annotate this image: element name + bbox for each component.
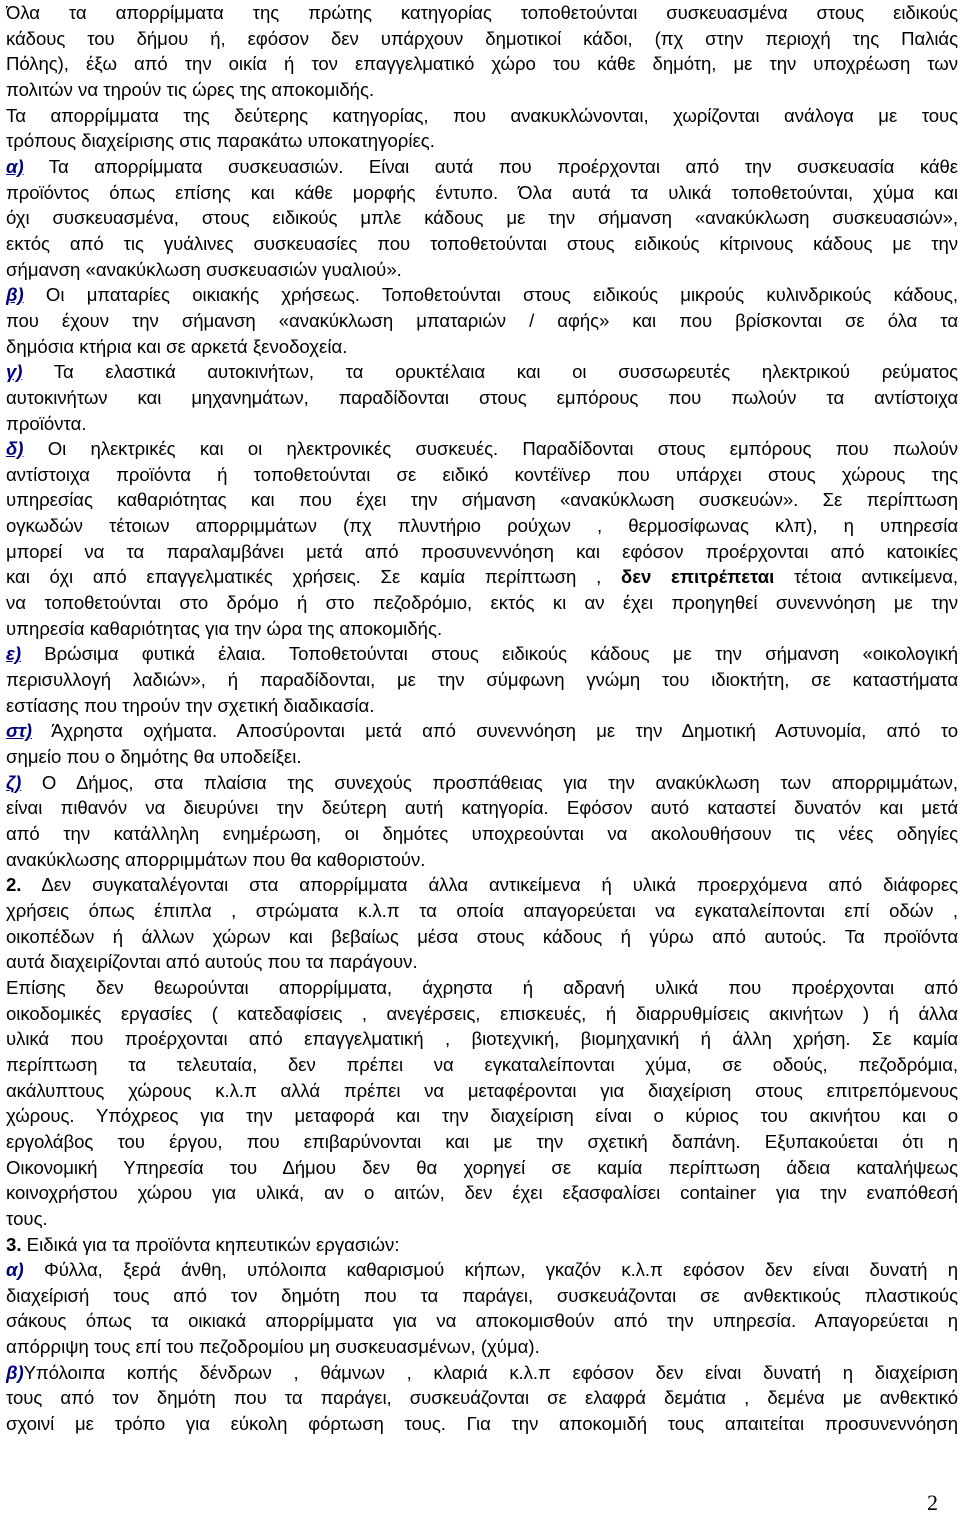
text-line	[6, 26, 958, 52]
text-line	[6, 847, 958, 873]
text-line	[6, 487, 958, 513]
text-line	[6, 821, 958, 847]
text-line	[6, 1180, 958, 1206]
text-line	[6, 103, 958, 129]
text-line	[6, 1103, 958, 1129]
line-text: σήμανση «ανακύκλωση συσκευασιών γυαλιού».	[6, 258, 402, 280]
text-line	[6, 1257, 958, 1283]
line-text: κοινοχρήστου χώρου για υλικά, αν ο αιτών, δεν έχει εξασφαλίσει container για την εναπόθεσή	[6, 1182, 958, 1204]
line-text: οικοπέδων ή άλλων χώρων και βεβαίως μέσα στους κάδους ή γύρω από αυτούς. Τα προϊόντα	[6, 925, 958, 947]
line-text: Βρώσιμα φυτικά έλαια. Τοποθετούνται στους ειδικούς κάδους με την σήμανση «οικολογική	[20, 643, 958, 665]
text-line	[6, 154, 958, 180]
line-text: εστίασης που τηρούν την σχετική διαδικασία.	[6, 694, 375, 716]
line-text: Οικονομική Υπηρεσία του Δήμου δεν θα χορηγεί σε καμία περίπτωση άδεια καταλήψεως	[6, 1156, 958, 1178]
emphasis-text: δεν επιτρέπεται	[621, 566, 775, 588]
item-label: δ)	[6, 438, 24, 460]
line-text: Τα απορρίμματα της δεύτερης κατηγορίας, που ανακυκλώνονται, χωρίζονται ανάλογα με τους	[6, 104, 958, 126]
text-line	[6, 1078, 958, 1104]
text-line	[6, 924, 958, 950]
text-line	[6, 385, 958, 411]
line-text: σημείο που ο δημότης θα υποδείξει.	[6, 746, 302, 768]
text-line	[6, 205, 958, 231]
text-line	[6, 667, 958, 693]
line-text: ανακύκλωσης απορριμμάτων που θα καθοριστούν.	[6, 848, 426, 870]
line-text: χρήσεις όπως έπιπλα , στρώματα κ.λ.π τα οποία απαγορεύεται να εγκαταλείπονται επί οδών ,	[6, 899, 958, 921]
text-line	[6, 1001, 958, 1027]
line-text: Ειδικά για τα προϊόντα κηπευτικών εργασιών:	[21, 1233, 400, 1255]
text-line	[6, 1129, 958, 1155]
text-line	[6, 1155, 958, 1181]
line-text: να τοποθετούνται στο δρόμο ή στο πεζοδρόμιο, εκτός κι αν έχει προηγηθεί συνεννόηση με την	[6, 592, 958, 614]
text-line	[6, 231, 958, 257]
line-text: αυτά διαχειρίζονται από αυτούς που τα παράγουν.	[6, 951, 418, 973]
item-label: ζ)	[6, 771, 22, 793]
text-line	[6, 180, 958, 206]
line-text: τέτοια αντικείμενα,	[774, 566, 958, 588]
line-text: διαχείρισή τους από τον δημότη που τα παράγει, συσκευάζονται σε ανθεκτικούς πλαστικούς	[6, 1284, 958, 1306]
text-line	[6, 128, 958, 154]
line-text: Δεν συγκαταλέγονται στα απορρίμματα άλλα αντικείμενα ή υλικά προερχόμενα από διάφορες	[21, 874, 958, 896]
text-line	[6, 693, 958, 719]
line-text: εκτός από τις γυάλινες συσκευασίες που τοποθετούνται στους ειδικούς κίτρινους κάδους με την	[6, 232, 958, 254]
text-line	[6, 334, 958, 360]
section-number: 2.	[6, 874, 22, 896]
document-body	[6, 0, 958, 1437]
text-line	[6, 1052, 958, 1078]
line-text: Φύλλα, ξερά άνθη, υπόλοιπα καθαρισμού κήπων, γκαζόν κ.λ.π εφόσον δεν είναι δυνατή η	[23, 1259, 958, 1281]
line-text: εργολάβος του έργου, που επιβαρύνονται και με την σχετική δαπάνη. Εξυπακούεται ότι η	[6, 1130, 958, 1152]
line-text: Όλα τα απορρίμματα της πρώτης κατηγορίας τοποθετούνται συσκευασμένα στους ειδικούς	[6, 2, 958, 23]
line-text: πολιτών να τηρούν τις ώρες της αποκομιδής.	[6, 78, 375, 100]
text-line	[6, 872, 958, 898]
text-line	[6, 1232, 958, 1258]
page-number: 2	[927, 1490, 938, 1515]
text-line	[6, 795, 958, 821]
text-line	[6, 590, 958, 616]
text-line	[6, 898, 958, 924]
text-line	[6, 539, 958, 565]
text-line	[6, 770, 958, 796]
text-line	[6, 564, 958, 590]
line-text: Επίσης δεν θεωρούνται απορρίμματα, άχρηστα ή αδρανή υλικά που προέρχονται από	[6, 976, 958, 998]
text-line	[6, 616, 958, 642]
text-line	[6, 718, 958, 744]
text-line	[6, 282, 958, 308]
item-label: α)	[6, 1259, 24, 1281]
line-text: Οι ηλεκτρικές και οι ηλεκτρονικές συσκευές. Παραδίδονται στους εμπόρους που πωλούν	[23, 438, 958, 460]
text-line	[6, 1283, 958, 1309]
line-text: οικοδομικές εργασίες ( κατεδαφίσεις , ανεγέρσεις, επισκευές, ή διαρρυθμίσεις ακινήτων ) ή άλλα	[6, 1002, 958, 1024]
line-text: Υπόλοιπα κοπής δένδρων , θάμνων , κλαριά κ.λ.π εφόσον δεν είναι δυνατή η διαχείριση	[23, 1361, 958, 1383]
line-text: προϊόντος όπως επίσης και κάθε μορφής έντυπο. Όλα αυτά τα υλικά τοποθετούνται, χύμα και	[6, 181, 958, 203]
text-line	[6, 0, 958, 26]
text-line	[6, 1411, 958, 1437]
text-line	[6, 411, 958, 437]
line-text: Τα απορρίμματα συσκευασιών. Είναι αυτά που προέρχονται από την συσκευασία κάθε	[23, 155, 958, 177]
item-label: γ)	[6, 361, 23, 383]
line-text: τρόπους διαχείρισης στις παρακάτω υποκατηγορίες.	[6, 130, 435, 152]
line-text: δημόσια κτήρια και σε αρκετά ξενοδοχεία.	[6, 335, 348, 357]
text-line	[6, 1026, 958, 1052]
line-text: Οι μπαταρίες οικιακής χρήσεως. Τοποθετούνται στους ειδικούς μικρούς κυλινδρικούς κάδους,	[23, 284, 958, 306]
text-line	[6, 1308, 958, 1334]
line-text: τους.	[6, 1207, 48, 1229]
item-label: β)	[6, 1361, 24, 1383]
item-label: β)	[6, 284, 24, 306]
line-text: σάκους όπως τα οικιακά απορρίμματα για να αποκομισθούν από την υπηρεσία. Απαγορεύεται η	[6, 1310, 958, 1332]
text-line	[6, 1334, 958, 1360]
line-text: χώρους. Υπόχρεος για την μεταφορά και την διαχείριση είναι ο κύριος του ακινήτου και ο	[6, 1105, 958, 1127]
item-label: ε)	[6, 643, 21, 665]
text-line	[6, 744, 958, 770]
line-text: Τα ελαστικά αυτοκινήτων, τα ορυκτέλαια και οι συσσωρευτές ηλεκτρικού ρεύματος	[22, 361, 958, 383]
text-line	[6, 257, 958, 283]
line-text: και όχι από επαγγελματικές χρήσεις. Σε καμία περίπτωση ,	[6, 566, 622, 588]
line-text: υλικά που προέρχονται από επαγγελματική , βιοτεχνική, βιομηχανική ή άλλη χρήση. Σε καμία	[6, 1028, 958, 1050]
line-text: Πόλης), έξω από την οικία ή τον επαγγελματικό χώρο του κάθε δημότη, με την υποχρέωση των	[6, 53, 958, 75]
line-text: αντίστοιχα προϊόντα ή τοποθετούνται σε ειδικό κοντέϊνερ που υπάρχει στους χώρους της	[6, 463, 958, 485]
section-number: 3.	[6, 1233, 22, 1255]
line-text: απόρριψη τους επί του πεζοδρομίου μη συσκευασμένων, (χύμα).	[6, 1336, 540, 1358]
line-text: είναι πιθανόν να διευρύνει την δεύτερη αυτή κατηγορία. Εφόσον αυτό καταστεί δυνατόν και μετά	[6, 797, 958, 819]
line-text: Άχρηστα οχήματα. Αποσύρονται μετά από συνεννόηση με την Δημοτική Αστυνομία, από το	[31, 720, 958, 742]
text-line	[6, 308, 958, 334]
line-text: προϊόντα.	[6, 412, 87, 434]
line-text: υπηρεσίας καθαριότητας και που έχει την σήμανση «ανακύκλωση συσκευών». Σε περίπτωση	[6, 489, 958, 511]
line-text: περισυλλογή λαδιών», ή παραδίδονται, με την σύμφωνη γνώμη του ιδιοκτήτη, σε καταστήματα	[6, 669, 958, 691]
line-text: μπορεί να τα παραλαμβάνει μετά από προσυνεννόηση και εφόσον προέρχονται από κατοικίες	[6, 540, 958, 562]
line-text: σχοινί με τρόπο για εύκολη φόρτωση τους. Για την αποκομιδή τους απαιτείται προσυνεννόηση	[6, 1413, 958, 1435]
text-line	[6, 462, 958, 488]
line-text: αυτοκινήτων και μηχανημάτων, παραδίδονται στους εμπόρους που πωλούν τα αντίστοιχα	[6, 386, 958, 408]
line-text: υπηρεσία καθαριότητας για την ώρα της αποκομιδής.	[6, 617, 443, 639]
line-text: όχι συσκευασμένα, στους ειδικούς μπλε κάδους με την σήμανση «ανακύκλωση συσκευασιών»,	[6, 207, 958, 229]
line-text: που έχουν την σήμανση «ανακύκλωση μπαταριών / αφής» και που βρίσκονται σε όλα τα	[6, 309, 958, 331]
text-line	[6, 359, 958, 385]
line-text: ακάλυπτους χώρους κ.λ.π αλλά πρέπει να μεταφέρονται για διαχείριση στους επιτρεπόμενους	[6, 1079, 958, 1101]
line-text: τους από τον δημότη που τα παράγει, συσκευάζονται σε ελαφρά δεμάτια , δεμένα με ανθεκτικό	[6, 1387, 958, 1409]
text-line	[6, 513, 958, 539]
text-line	[6, 975, 958, 1001]
text-line	[6, 1206, 958, 1232]
line-text: περίπτωση τα τελευταία, δεν πρέπει να εγκαταλείπονται χύμα, σε οδούς, πεζοδρόμια,	[6, 1053, 958, 1075]
item-label: α)	[6, 155, 24, 177]
text-line	[6, 1360, 958, 1386]
text-line	[6, 436, 958, 462]
line-text: από την κατάλληλη ενημέρωση, οι δημότες υποχρεούνται να ακολουθήσουν τις νέες οδηγίες	[6, 823, 958, 844]
text-line	[6, 77, 958, 103]
text-line	[6, 1385, 958, 1411]
line-text: κάδους του δήμου ή, εφόσον δεν υπάρχουν δημοτικοί κάδοι, (πχ στην περιοχή της Παλιάς	[6, 27, 958, 49]
text-line	[6, 51, 958, 77]
text-line	[6, 641, 958, 667]
line-text: Ο Δήμος, στα πλαίσια της συνεχούς προσπάθειας για την ανακύκλωση των απορριμμάτων,	[21, 771, 958, 793]
text-line	[6, 949, 958, 975]
line-text: ογκωδών τέτοιων απορριμμάτων (πχ πλυντήριο ρούχων , θερμοσίφωνας κλπ), η υπηρεσία	[6, 515, 958, 537]
item-label: στ)	[6, 720, 32, 742]
